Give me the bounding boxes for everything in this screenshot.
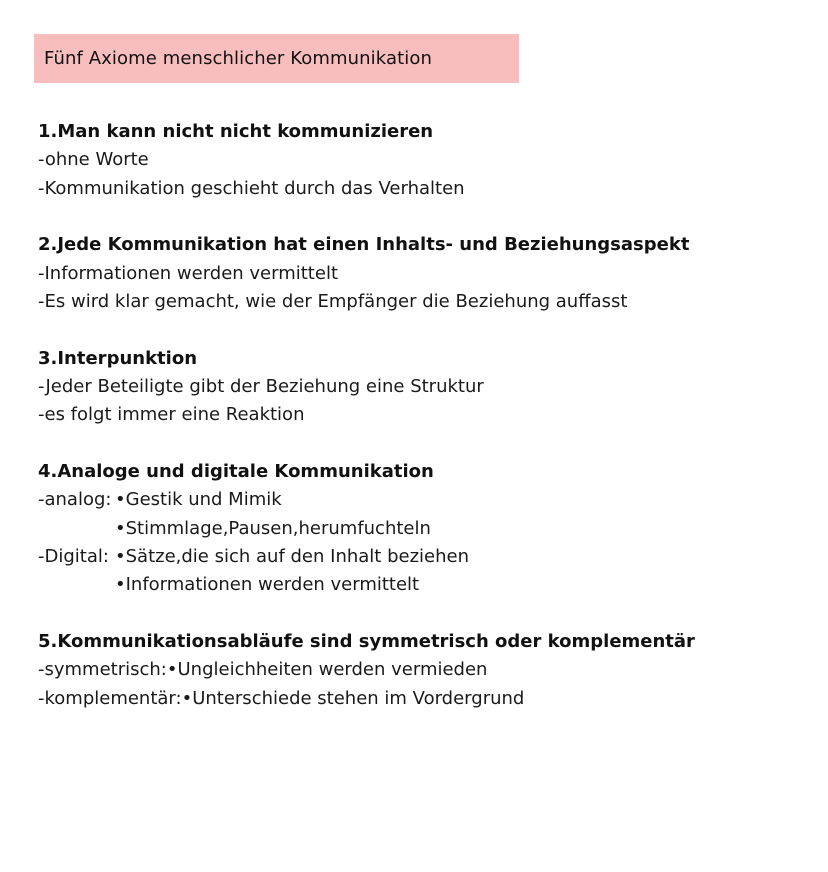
axiom-point: -Informationen werden vermittelt [38, 262, 338, 284]
digital-row [38, 543, 818, 571]
title-banner [34, 34, 519, 83]
axiom-point: -Kommunikation geschieht durch das Verhalten [38, 177, 465, 199]
digital-label: -Digital: [38, 546, 109, 568]
axiom-heading: 5.Kommunikationsabläufe sind symmetrisch oder komplementär [38, 631, 695, 653]
axiom-5 [38, 628, 818, 713]
symmetric-row [38, 656, 818, 684]
analog-item: •Stimmlage,Pausen,herumfuchteln [115, 517, 431, 539]
complementary-label: -komplementär: [38, 687, 182, 709]
axiom-heading: 3.Interpunktion [38, 347, 198, 369]
complementary-row [38, 685, 818, 713]
analog-row [38, 486, 818, 514]
analog-label: -analog: [38, 489, 112, 511]
axiom-3 [38, 345, 818, 430]
axiom-point: -Jeder Beteiligte gibt der Beziehung eine Struktur [38, 376, 484, 398]
axiom-heading: 2.Jede Kommunikation hat einen Inhalts- und Beziehungsaspekt [38, 234, 690, 256]
axiom-point: -ohne Worte [38, 149, 149, 171]
complementary-item: •Unterschiede stehen im Vordergrund [181, 687, 525, 709]
axiom-point: -Es wird klar gemacht, wie der Empfänger die Beziehung auffasst [38, 290, 628, 312]
axiom-1 [38, 118, 818, 203]
digital-item: •Informationen werden vermittelt [115, 574, 420, 596]
axiom-point: -es folgt immer eine Reaktion [38, 404, 305, 426]
axiom-4 [38, 458, 818, 599]
digital-row [38, 571, 818, 599]
analog-row [38, 515, 818, 543]
axioms-list [38, 118, 818, 742]
symmetric-item: •Ungleichheiten werden vermieden [166, 659, 488, 681]
digital-item: •Sätze,die sich auf den Inhalt beziehen [115, 546, 469, 568]
axiom-2 [38, 231, 818, 316]
page-title: Fünf Axiome menschlicher Kommunikation [44, 48, 432, 69]
axiom-heading: 1.Man kann nicht nicht kommunizieren [38, 121, 434, 142]
symmetric-label: -symmetrisch: [38, 659, 167, 681]
axiom-heading: 4.Analoge und digitale Kommunikation [38, 461, 434, 483]
analog-item: •Gestik und Mimik [115, 489, 282, 511]
